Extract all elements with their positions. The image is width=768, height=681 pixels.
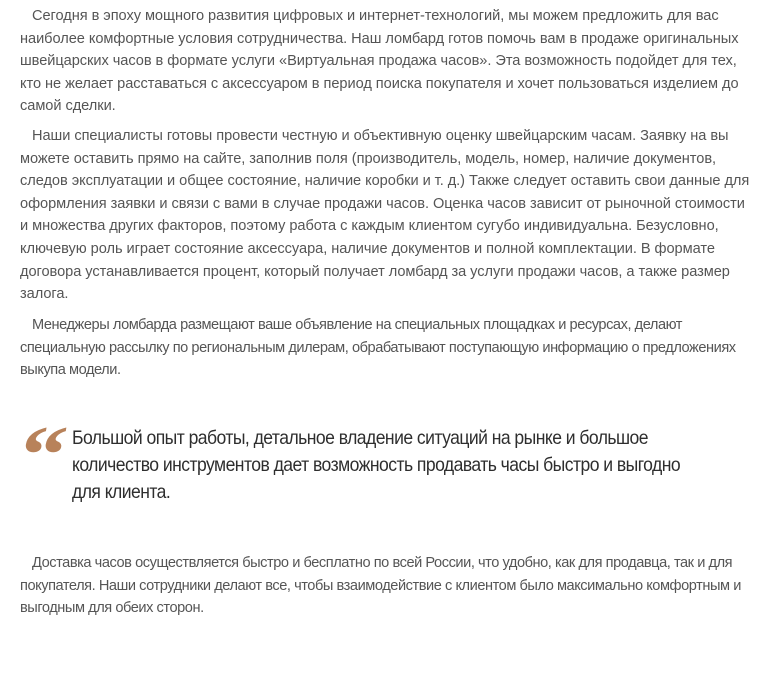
quote-text: Большой опыт работы, детальное владение ситуаций на рынке и большое количество инструментов дает возможность продавать часы быстро и выгодно для клиента. [72,427,681,503]
paragraph-managers: Менеджеры ломбарда размещают ваше объявление на специальных площадках и ресурсах, делают специальную рассылку по региональным дилерам, обрабатывают поступающую информацию о предложениях выкупа модели. [20,317,736,379]
blockquote [12,409,750,510]
paragraph-intro: Сегодня в эпоху мощного развития цифровых и интернет-технологий, мы можем предложить для вас наиболее комфортные условия сотрудничества. Наш ломбард готов помочь вам в продаже оригинальных швейцарских часов в формате услуги «Виртуальная продажа часов». Эта возможность подойдет для тех, кто не желает расставаться с аксессуаром в период поиска покупателя и хочет пользоваться изделием до самой сделки. [20,8,739,115]
paragraph-delivery: Доставка часов осуществляется быстро и бесплатно по всей России, что удобно, как для продавца, так и для покупателя. Наши сотрудники делают все, чтобы взаимодействие с клиентом было максимально комфортным и выгодным для обеих сторон. [20,555,741,617]
quote-open-icon: “ [12,409,73,500]
paragraph-appraisal: Наши специалисты готовы провести честную и объективную оценку швейцарским часам. Заявку на вы можете оставить прямо на сайте, заполнив поля (производитель, модель, номер, наличие документов, следов эксплуатации и общее состояние, наличие коробки и т. д.) Также следует оставить свои данные для оформления заявки и связи с вами в случае продажи часов. Оценка часов зависит от рыночной стоимости и множества других факторов, поэтому работа с каждым клиентом сугубо индивидуальна. Безусловно, ключевую роль играет состояние аксессуара, наличие документов и полной комплектации. В формате договора устанавливается процент, который получает ломбард за услуги продажи часов, а также размер залога. [20,128,750,303]
